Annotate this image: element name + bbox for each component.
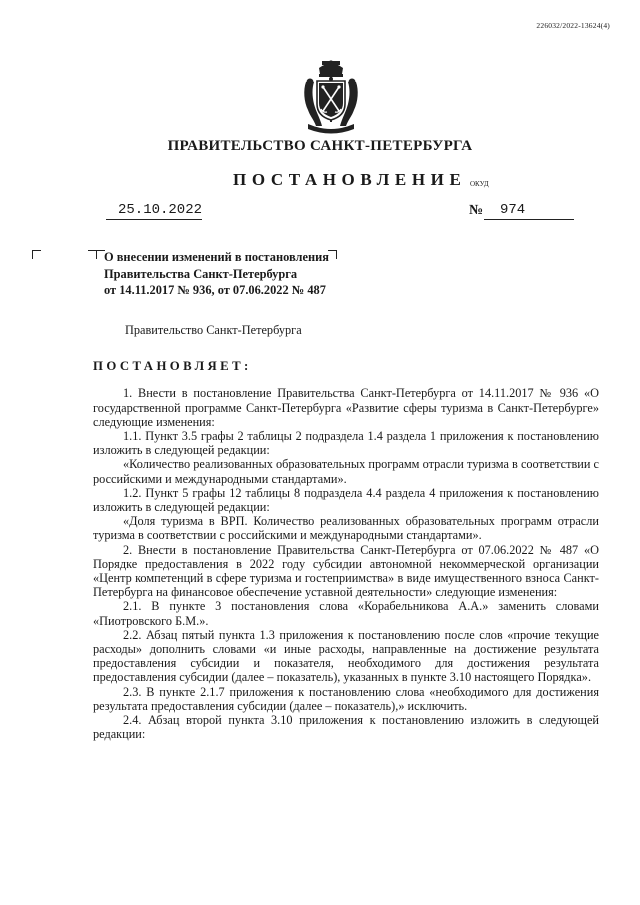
paragraph: 1.1. Пункт 3.5 графы 2 таблицы 2 подраздела 1.4 раздела 1 приложения к постановлению изложить в следующей редакции: (93, 429, 599, 458)
paragraph: 1.2. Пункт 5 графы 12 таблицы 8 подраздела 4.4 раздела 4 приложения к постановлению изложить в следующей редакции: (93, 485, 599, 515)
number-label: № (469, 203, 484, 218)
number-underline (484, 219, 574, 220)
document-number: 974 (500, 202, 526, 218)
document-date: 25.10.2022 (118, 202, 203, 218)
paragraph: 2.1. В пункте 3 постановления слова «Корабельникова А.А.» заменить словами «Пиотровского Б.М.». (93, 599, 599, 628)
subject-corner-top-right (328, 250, 337, 259)
subject-line: Правительства Санкт-Петербурга (104, 266, 298, 281)
document-subject (104, 249, 329, 299)
document-body (93, 323, 599, 741)
subject-line: О внесении изменений в постановления (104, 250, 329, 264)
decree-heading: ПОСТАНОВЛЯЕТ: (93, 359, 252, 374)
paragraph: 2.2. Абзац пятый пункта 1.3 приложения к постановлению после слов «прочие текущие расходы» дополнить словами «и иные расходы, направленные на достижение результата предоставления субсидии и показателя, необходимого для достижения результата предоставления субсидии (далее – показатель), указанных в пункте 3.10 настоящего Порядка». (93, 627, 599, 685)
paragraph: 2.3. В пункте 2.1.7 приложения к постановлению слова «необходимого для достижения результата предоставления субсидии (далее – показатель),» исключить. (93, 684, 599, 713)
intro-line: Правительство Санкт-Петербурга (125, 323, 302, 337)
document-title: ПОСТАНОВЛЕНИЕ (233, 170, 467, 189)
paragraph: «Количество реализованных образовательных программ отрасли туризма в соответствии с российскими и международными стандартами». (93, 457, 599, 486)
subject-corner-top-left (32, 250, 41, 259)
saint-petersburg-coat-of-arms-icon (302, 60, 360, 134)
subject-line: от 14.11.2017 № 936, от 07.06.2022 № 487 (104, 283, 326, 297)
paragraph: «Доля туризма в ВРП. Количество реализованных образовательных программ отрасли туризма в соответствии с российскими и международными стандартами». (93, 514, 599, 543)
paragraph: 2.4. Абзац второй пункта 3.10 приложения к постановлению изложить в следующей редакции: (93, 713, 599, 742)
okud-label: ОКУД (470, 180, 489, 188)
government-name: ПРАВИТЕЛЬСТВО САНКТ-ПЕТЕРБУРГА (167, 138, 473, 154)
date-underline (106, 219, 202, 220)
paragraph: 2. Внести в постановление Правительства Санкт-Петербурга от 07.06.2022 № 487 «О Порядке предоставления в 2022 году субсидии автономной некоммерческой организации «Центр компетенций в сфере туризма и гостеприимства» в виде имущественного взноса Санкт-Петербурга на финансовое обеспечение уставной деятельности» следующие изменения: (93, 542, 599, 600)
paragraph: 1. Внести в постановление Правительства Санкт-Петербурга от 14.11.2017 № 936 «О государственной программе Санкт-Петербурга «Развитие сферы туризма в Санкт-Петербурге» следующие изменения: (93, 386, 599, 429)
document-registration-number: 226032/2022-13624(4) (536, 21, 610, 30)
